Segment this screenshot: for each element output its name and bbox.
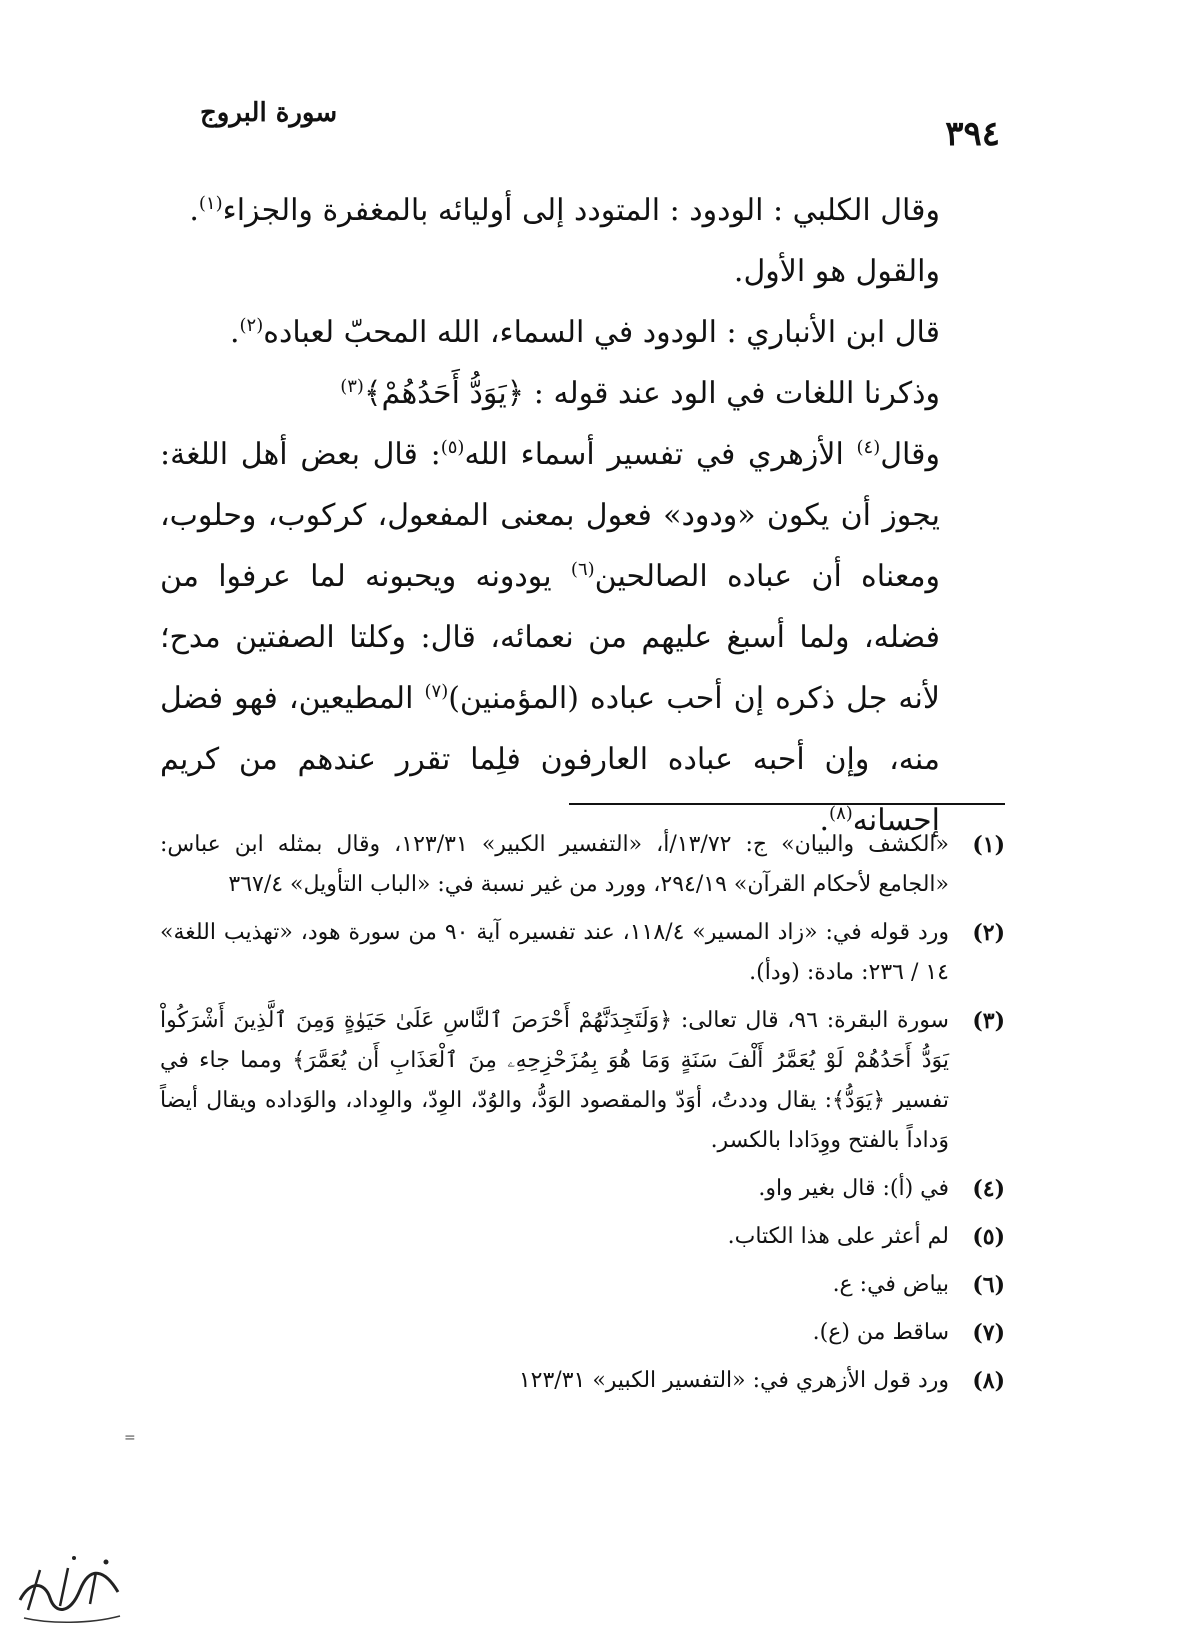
paragraph-text: وذكرنا اللغات في الود عند قوله : xyxy=(533,376,940,411)
footnote-number: (٦) xyxy=(972,1272,1005,1298)
paragraph-text: الأزهري في تفسير أسماء الله xyxy=(464,437,857,472)
footnote-separator xyxy=(569,803,1005,805)
footnote-number: (٨) xyxy=(972,1368,1005,1394)
footnotes xyxy=(160,825,1005,1409)
footnote-text: ورد قول الأزهري في: «التفسير الكبير» ١٢٣/٣١ xyxy=(518,1368,949,1393)
footnote-ref: (١) xyxy=(198,193,223,214)
margin-mark: = xyxy=(124,1430,136,1446)
footnote-number: (٢) xyxy=(972,920,1005,946)
footnote-text: ورد قوله في: «زاد المسير» ١١٨/٤، عند تفسيره آية ٩٠ من سورة هود، «تهذيب اللغة» ١٤ / ٢٣٦: مادة: (ودأ). xyxy=(160,920,950,985)
paragraph-languages xyxy=(160,363,1000,424)
paragraph-anbari xyxy=(160,302,1000,363)
footnote-item xyxy=(160,1361,1005,1401)
footnote-number: (١) xyxy=(972,832,1005,858)
footnote-item xyxy=(160,825,1005,905)
footnote-text: بياض في: ع. xyxy=(832,1272,949,1297)
calligraphy-watermark-logo xyxy=(10,1540,130,1635)
footnote-ref: (٥) xyxy=(440,437,465,458)
footnote-ref: (٦) xyxy=(570,559,595,580)
footnote-text: في (أ): قال بغير واو. xyxy=(758,1176,949,1201)
paragraph-kalbi xyxy=(160,180,1000,241)
footnote-item xyxy=(160,1217,1005,1257)
paragraph-text: قال ابن الأنباري : الودود في السماء، الله المحبّ لعباده xyxy=(263,315,940,350)
paragraph-text: المطيعين، فهو فضل منه، وإن أحبه عباده العارفون فلِما تقرر عندهم من كريم إحسانه xyxy=(160,681,940,838)
paragraph-text: وقال الكلبي : الودود : المتودد إلى أوليائه بالمغفرة والجزاء xyxy=(222,193,940,228)
paragraph-text: والقول هو الأول. xyxy=(733,254,940,289)
main-text xyxy=(160,180,1000,851)
footnote-text: «الكشف والبيان» ج: ١٣/٧٢/أ، «التفسير الكبير» ١٢٣/٣١، وقال بمثله ابن عباس: «الجامع لأحكام القرآن» ٢٩٤/١٩، وورد من غير نسبة في: «الباب التأويل» ٣٦٧/٤ xyxy=(160,832,950,897)
paragraph-end: . xyxy=(819,803,830,838)
paragraph-text: يودونه ويحبونه لما عرفوا من فضله، ولما أسبغ عليهم من نعمائه، قال: وكلتا الصفتين مدح؛ لأنه جل ذكره إن أحب عباده (المؤمنين) xyxy=(160,559,940,716)
footnote-number: (٥) xyxy=(972,1224,1005,1250)
footnote-ref: (٢) xyxy=(239,315,264,336)
footnote-item xyxy=(160,1265,1005,1305)
footnote-text: لم أعثر على هذا الكتاب. xyxy=(727,1224,949,1249)
page-number: ٣٩٤ xyxy=(945,114,1000,154)
footnote-ref: (٧) xyxy=(424,681,449,702)
footnote-number: (٧) xyxy=(972,1320,1005,1346)
paragraph-text: وقال xyxy=(880,437,940,472)
paragraph-azhari xyxy=(160,424,1000,851)
footnote-ref: (٨) xyxy=(829,803,853,824)
paragraph-first-opinion xyxy=(160,241,1000,302)
footnote-ref: (٤) xyxy=(856,437,881,458)
paragraph-end: . xyxy=(229,315,240,350)
footnote-ref: (٣) xyxy=(340,376,364,397)
page-header xyxy=(180,92,1000,152)
footnote-item xyxy=(160,1313,1005,1353)
footnote-number: (٣) xyxy=(972,1008,1005,1034)
paragraph-text: : قال بعض أهل اللغة: يجوز أن يكون «ودود» فعول بمعنى المفعول، كركوب، وحلوب، ومعناه أن عباده الصالحين xyxy=(160,437,940,594)
footnote-item xyxy=(160,1001,1005,1161)
footnote-item xyxy=(160,913,1005,993)
quran-verse: ﴿يَوَدُّ أَحَدُهُمْ﴾ xyxy=(363,376,525,411)
paragraph-end: . xyxy=(189,193,199,228)
footnote-text: سورة البقرة: ٩٦، قال تعالى: ﴿وَلَتَجِدَنَّهُمْ أَحْرَصَ ٱلنَّاسِ عَلَىٰ حَيَوٰةٍ وَمِنَ ٱلَّذِينَ أَشْرَكُواْ يَوَدُّ أَحَدُهُمْ لَوْ يُعَمَّرُ أَلْفَ سَنَةٍ وَمَا هُوَ بِمُزَحْزِحِهِۦ مِنَ ٱلْعَذَابِ أَن يُعَمَّرَ﴾ ومما جاء في تفسير ﴿يَوَدُّ﴾: يقال وددتُ، أوَدّ والمقصود الوَدُّ، والوُدّ، الوِدّ، والوِداد، والوَداده ويقال أيضاً وَداداً بالفتح ووِدَادا بالكسر. xyxy=(160,1008,949,1153)
footnote-number: (٤) xyxy=(972,1176,1005,1202)
footnote-text: ساقط من (ع). xyxy=(812,1320,949,1345)
running-title: سورة البروج xyxy=(200,98,338,128)
footnote-item xyxy=(160,1169,1005,1209)
